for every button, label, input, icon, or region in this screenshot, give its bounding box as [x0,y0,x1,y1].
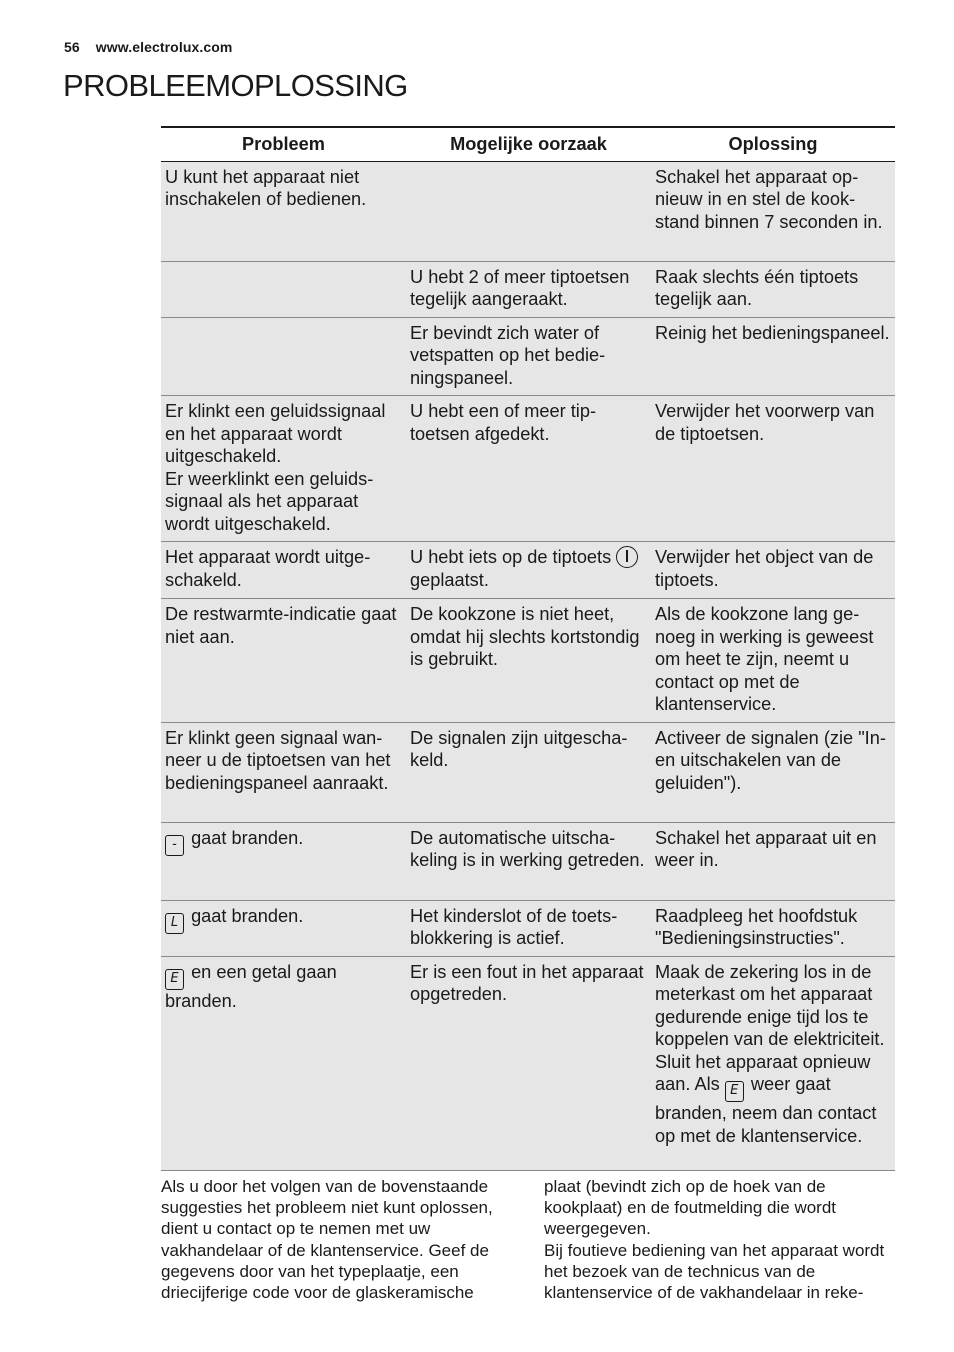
cause-cell [406,161,651,261]
problem-text: en een getal gaan branden. [165,961,337,1011]
solution-cell: Activeer de signalen (zie "In- en uitschakelen van de geluiden"). [651,722,895,822]
footer-text-right [544,1176,896,1303]
error-display-icon: E [165,969,184,990]
table-row [161,396,895,542]
solution-cell: Raadpleeg het hoofdstuk "Bedieningsinstructies". [651,900,895,956]
problem-text-2: Er weerklinkt een geluidssignaal als het apparaat wordt uitgeschakeld. [165,468,374,534]
cause-cell: U hebt een of meer tiptoetsen afgedekt. [406,396,651,542]
solution-cell: Raak slechts één tiptoets tegelijk aan. [651,261,895,317]
cause-cell: Het kinderslot of de toetsblokkering is actief. [406,900,651,956]
error-display-icon: E [725,1081,744,1102]
table-row [161,822,895,900]
table-header-row [161,127,895,161]
footer-paragraph-1: plaat (bevindt zich op de hoek van de kookplaat) en de foutmelding die wordt weergegeven. [544,1177,837,1239]
table-row [161,599,895,723]
cause-cell: U hebt 2 of meer tiptoetsen tegelijk aangeraakt. [406,261,651,317]
table-row [161,261,895,317]
problem-text-1: Er klinkt een geluidssignaal en het apparaat wordt uitgeschakeld. [165,401,386,466]
problem-text: gaat branden. [191,905,304,926]
page-number: 56 [64,39,80,55]
problem-cell [161,956,406,1170]
solution-cell: Schakel het apparaat uit en weer in. [651,822,895,900]
dash-display-icon: - [165,835,184,856]
cause-cell: De automatische uitschakeling is in werking getreden. [406,822,651,900]
footer-paragraph-2: Bij foutieve bediening van het apparaat wordt het bezoek van de technicus van de klantenservice of de vakhandelaar in reke- [544,1240,885,1303]
header-problem: Probleem [161,127,406,161]
problem-text: gaat branden. [191,827,304,848]
troubleshooting-table [161,126,895,1171]
solution-cell: Schakel het apparaat opnieuw in en stel de kookstand binnen 7 seconden in. [651,161,895,261]
website-link[interactable]: www.electrolux.com [95,39,233,55]
cause-cell: De kookzone is niet heet, omdat hij slechts kortstondig is gebruikt. [406,599,651,723]
lock-display-icon: L [165,913,184,934]
solution-cell: Reinig het bedieningspaneel. [651,317,895,396]
table-row [161,317,895,396]
cause-text-suffix: geplaatst. [410,569,489,590]
problem-cell: U kunt het apparaat niet inschakelen of bedienen. [161,161,406,261]
table-row [161,161,895,261]
table-row [161,956,895,1170]
solution-text-suffix: weer gaat branden, neem dan contact op met de klantenservice. [655,1074,877,1146]
power-icon [616,546,638,568]
problem-cell [161,261,406,317]
cause-cell: Er is een fout in het apparaat opgetreden. [406,956,651,1170]
problem-cell: Er klinkt geen signaal wanneer u de tiptoetsen van het bedieningspaneel aanraakt. [161,722,406,822]
footer-text-left: Als u door het volgen van de bovenstaande suggesties het probleem niet kunt oplossen, dient u contact op te nemen met uw vakhandelaar of de klantenservice. Geef de gegevens door van het typeplaatje, een driecijferige code voor de glaskeramische [161,1177,493,1303]
problem-cell: De restwarmte-indicatie gaat niet aan. [161,599,406,723]
page-title: PROBLEEMOPLOSSING [63,68,408,103]
solution-cell: Verwijder het voorwerp van de tiptoetsen. [651,396,895,542]
solution-cell: Verwijder het object van de tiptoets. [651,542,895,599]
problem-cell [161,900,406,956]
header-solution: Oplossing [651,127,895,161]
page-header [64,39,232,55]
problem-cell [161,822,406,900]
problem-cell [161,396,406,542]
table-row [161,542,895,599]
table-row [161,900,895,956]
table-row [161,722,895,822]
solution-cell: Als de kookzone lang genoeg in werking is geweest om heet te zijn, neemt u contact op met de klantenservice. [651,599,895,723]
solution-cell [651,956,895,1170]
cause-cell: Er bevindt zich water of vetspatten op het bedieningspaneel. [406,317,651,396]
cause-cell [406,542,651,599]
solution-text: Maak de zekering los in de meterkast om het apparaat gedurende enige tijd los te koppelen van de elektriciteit. Sluit het apparaat opnieuw aan. Als [655,961,885,1094]
cause-text: U hebt iets op de tiptoets [410,547,612,567]
problem-cell: Het apparaat wordt uitgeschakeld. [161,542,406,599]
cause-cell: De signalen zijn uitgeschakeld. [406,722,651,822]
problem-cell [161,317,406,396]
header-cause: Mogelijke oorzaak [406,127,651,161]
